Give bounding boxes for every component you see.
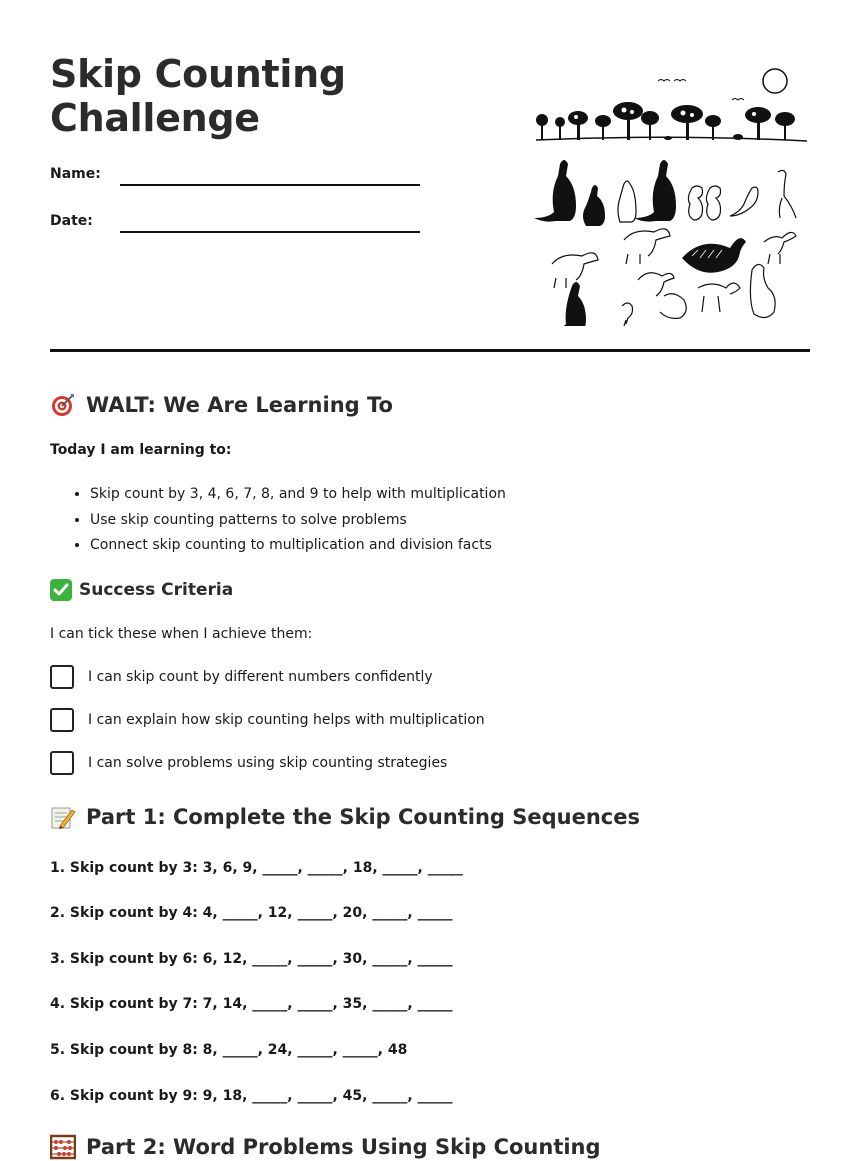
tick-intro-text: I can tick these when I achieve them: [50,626,313,642]
criteria-item[interactable] [50,665,433,689]
worksheet-header [50,52,810,352]
date-field[interactable] [50,213,420,229]
learning-goals-list [90,482,506,559]
worksheet-title: Skip Counting Challenge [50,52,346,140]
sequence-question[interactable]: 5. Skip count by 8: 8, _____, 24, _____, _____, 48 [50,1042,408,1058]
sequence-question[interactable]: 4. Skip count by 7: 7, 14, _____, _____, 35, _____, _____ [50,996,453,1012]
criteria-item[interactable] [50,751,447,775]
criteria-label: I can solve problems using skip counting strategies [88,755,448,771]
part1-heading: Part 1: Complete the Skip Counting Sequences [50,804,640,830]
criteria-label: I can skip count by different numbers confidently [88,669,433,685]
name-field[interactable] [50,166,420,182]
success-criteria-heading: Success Criteria [50,579,233,601]
date-label: Date: [50,213,93,229]
target-icon [50,392,76,418]
today-label: Today I am learning to: [50,442,232,458]
criteria-label: I can explain how skip counting helps with multiplication [88,712,485,728]
memo-pencil-icon [50,804,76,830]
australian-animals-scene [532,64,812,326]
criteria-checkbox[interactable] [50,751,74,775]
sequence-question[interactable]: 3. Skip count by 6: 6, 12, _____, _____, 30, _____, _____ [50,951,453,967]
part2-heading: Part 2: Word Problems Using Skip Counting [50,1134,601,1160]
criteria-item[interactable] [50,708,485,732]
name-label: Name: [50,166,101,182]
list-item: • Use skip counting patterns to solve problems [90,508,506,534]
criteria-checkbox[interactable] [50,665,74,689]
list-item: • Connect skip counting to multiplication and division facts [90,533,506,559]
list-item: • Skip count by 3, 4, 6, 7, 8, and 9 to help with multiplication [90,482,506,508]
date-line[interactable] [120,213,420,233]
abacus-icon [50,1134,76,1160]
check-mark-icon [50,579,72,601]
name-line[interactable] [120,166,420,186]
sequence-question[interactable]: 2. Skip count by 4: 4, _____, 12, _____, 20, _____, _____ [50,905,453,921]
header-divider [50,349,810,352]
sequence-question[interactable]: 6. Skip count by 9: 9, 18, _____, _____, 45, _____, _____ [50,1088,453,1104]
criteria-checkbox[interactable] [50,708,74,732]
sequence-question[interactable]: 1. Skip count by 3: 3, 6, 9, _____, _____, 18, _____, _____ [50,860,463,876]
walt-heading: WALT: We Are Learning To [50,392,393,418]
